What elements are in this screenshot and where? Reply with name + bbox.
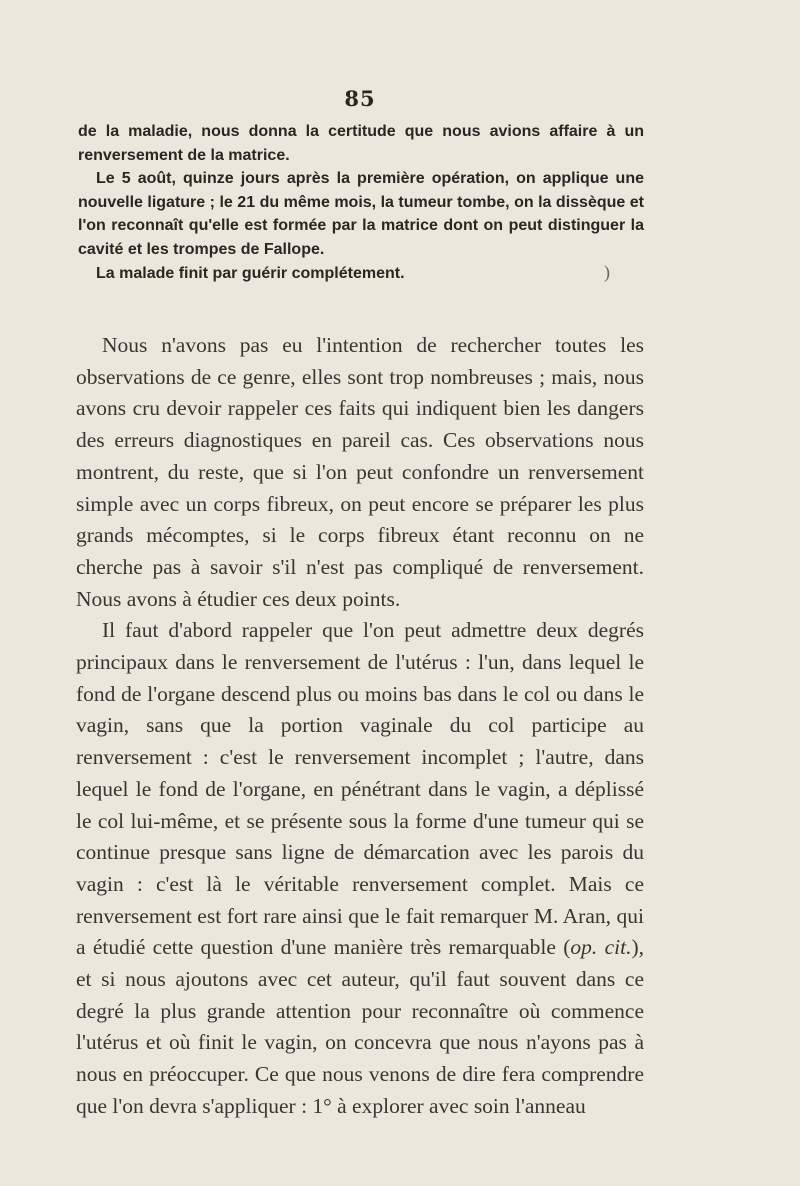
main-paragraph-2 [76,615,644,1122]
case-paragraph-1: de la maladie, nous donna la certitude que nous avions affaire à un renversement de la matrice. [78,123,644,164]
case-paragraph-2: Le 5 août, quinze jours après la première opération, on applique une nouvelle ligature ; le 21 du même mois, la tumeur tombe, on la dissèque et l'on reconnaît qu'elle est formée par la matrice dont on peut distinguer la cavité et les trompes de Fallope. [78,170,644,258]
case-paragraph-3: La malade finit par guérir complétement. [96,264,405,282]
page-number: 85 [344,86,376,111]
citation-italic: op. cit. [570,935,632,960]
case-report-excerpt [78,120,644,285]
main-paragraph-2-part-1: Il faut d'abord rappeler que l'on peut admettre deux degrés principaux dans le renversement de l'utérus : l'un, dans lequel le fond de l'organe descend plus ou moins bas dans le col ou dans le vagin, sans que la portion vaginale du col participe au renversement : c'est le renversement incomplet ; l'autre, dans lequel le fond de l'organe, en pénétrant dans le vagin, a déplissé le col lui-même, et se présente sous la forme d'une tumeur qui se continue presque sans ligne de démarcation avec les parois du vagin : c'est là le véritable renversement complet. Mais ce renversement est fort rare ainsi que le fait remarquer M. Aran, qui a étudié cette question d'une manière très remarquable ( [76,618,644,960]
main-paragraph-2-part-2: ), et si nous ajoutons avec cet auteur, qu'il faut souvent dans ce degré la plus grande attention pour reconnaître où commence l'utérus et où finit le vagin, on concevra que nous n'ayons pas à nous en préoccuper. Ce que nous venons de dire fera comprendre que l'on devra s'appliquer : 1° à explorer avec soin l'anneau [76,935,645,1118]
main-text [76,330,644,1123]
margin-mark: ) [604,262,610,282]
main-paragraph-1: Nous n'avons pas eu l'intention de rechercher toutes les observations de ce genre, elles sont trop nombreuses ; mais, nous avons cru devoir rappeler ces faits qui indiquent bien les dangers des erreurs diagnostiques en pareil cas. Ces observations nous montrent, du reste, que si l'on peut confondre un renversement simple avec un corps fibreux, on peut encore se préparer les plus grands mécomptes, si le corps fibreux étant reconnu on ne cherche pas à savoir s'il n'est pas compliqué de renversement. Nous avons à étudier ces deux points. [76,333,644,611]
